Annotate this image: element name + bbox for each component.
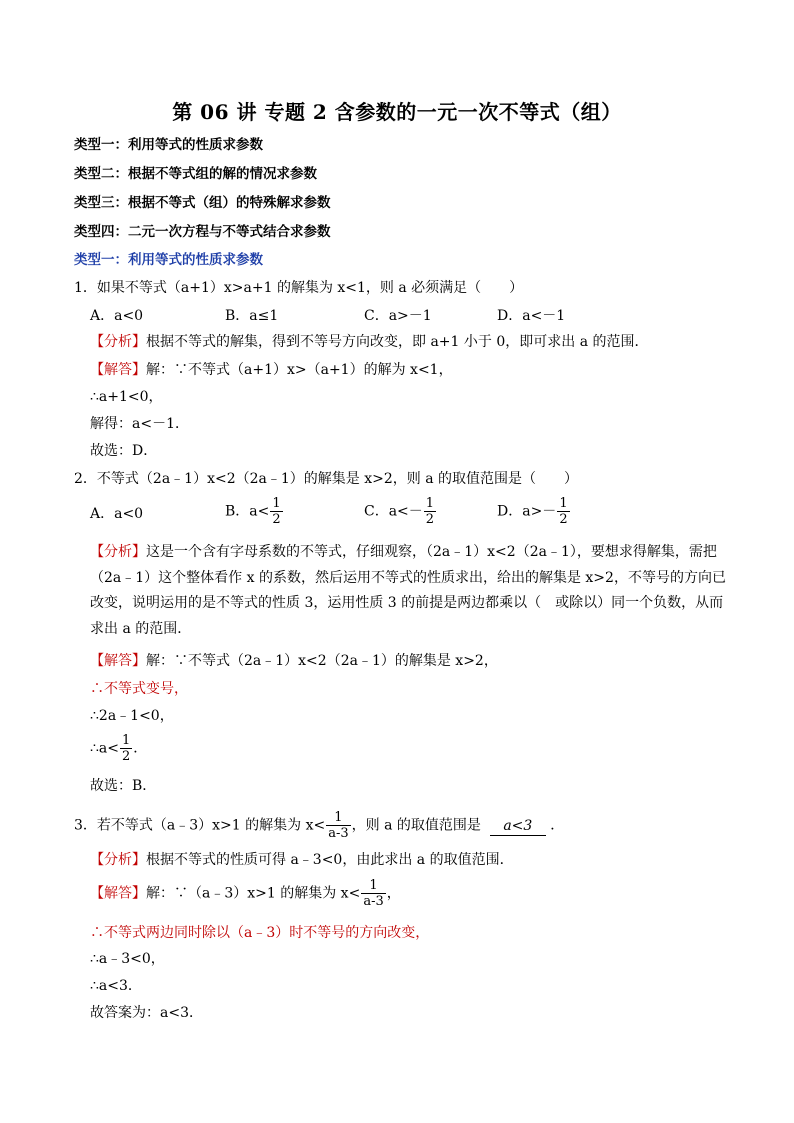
q1-option-d: D．a<－1: [497, 308, 566, 324]
q2-step-2: ∴2a﹣1<0，: [90, 708, 174, 724]
q3-stem-fraction: [326, 810, 350, 841]
q3-analysis: [90, 851, 514, 869]
q3-answer-blank: a<3: [490, 817, 546, 836]
fraction-denominator: 2: [559, 512, 568, 527]
analysis-tag: 【分析】: [90, 544, 146, 560]
q3-analysis-text: 根据不等式的性质可得 a﹣3<0，由此求出 a 的取值范围．: [146, 852, 514, 868]
q3-stem-start: 3．若不等式（a﹣3）x>1 的解集为 x<: [74, 817, 326, 834]
q2-option-a: A．a<0: [90, 506, 144, 522]
q1-option-c: C．a>－1: [364, 308, 432, 324]
q3-stem-end: ．: [550, 817, 565, 834]
type-3-heading: 类型三：根据不等式（组）的特殊解求参数: [74, 195, 331, 211]
q1-stem: 1．如果不等式（a+1）x>a+1 的解集为 x<1，则 a 必须满足（ ）: [74, 280, 524, 296]
fraction-denominator: 2: [272, 512, 281, 527]
q2-answer: [90, 652, 498, 670]
q2-option-c-label: C．a<－: [364, 503, 423, 520]
q2-option-c: [364, 496, 437, 527]
q1-answer-text: 解：∵不等式（a+1）x>（a+1）的解为 x<1，: [146, 362, 453, 378]
fraction-numerator: 1: [425, 496, 435, 511]
q3-step-1: ∴不等式两边同时除以（a﹣3）时不等号的方向改变，: [90, 925, 430, 941]
q2-stem: 2．不等式（2a﹣1）x<2（2a﹣1）的解集是 x>2，则 a 的取值范围是（ ）: [74, 471, 578, 487]
q1-option-b: B．a≤1: [225, 308, 279, 324]
analysis-tag: 【分析】: [90, 334, 146, 350]
q2-option-c-fraction: [424, 496, 436, 527]
q1-step-2: 解得：a<－1．: [90, 416, 189, 432]
q1-analysis: [90, 333, 649, 351]
answer-tag: 【解答】: [90, 653, 146, 669]
page-title: 第 06 讲 专题 2 含参数的一元一次不等式（组）: [172, 100, 622, 124]
fraction-numerator: 1: [369, 878, 378, 893]
fraction-denominator: a-3: [328, 826, 349, 841]
answer-tag: 【解答】: [90, 362, 146, 378]
q3-stem-middle: ，则 a 的取值范围是: [351, 817, 481, 834]
q2-option-b-label: B．a<: [225, 503, 270, 520]
q3-answer-text: 解：∵（a﹣3）x>1 的解集为 x<: [146, 885, 361, 902]
type-2-heading: 类型二：根据不等式组的解的情况求参数: [74, 166, 317, 182]
fraction-numerator: 1: [272, 496, 281, 511]
q2-step-3-label: ∴a<: [90, 740, 119, 757]
q1-step-1: ∴a+1<0，: [90, 389, 163, 405]
q1-choice: 故选：D．: [90, 443, 158, 459]
fraction-denominator: a-3: [363, 894, 384, 909]
fraction-denominator: 2: [425, 512, 435, 527]
q3-step-2: ∴a﹣3<0，: [90, 951, 165, 967]
q2-answer-text: 解：∵不等式（2a﹣1）x<2（2a﹣1）的解集是 x>2，: [146, 653, 498, 669]
q2-option-d-fraction: [557, 496, 569, 527]
q3-answer-fraction: [361, 878, 385, 909]
q2-analysis: [90, 540, 730, 642]
answer-tag: 【解答】: [90, 885, 146, 902]
analysis-tag: 【分析】: [90, 852, 146, 868]
fraction-denominator: 2: [121, 749, 131, 764]
q3-answer: [90, 878, 401, 909]
fraction-numerator: 1: [121, 733, 131, 748]
q2-choice: 故选：B．: [90, 778, 157, 794]
q2-step-3: [90, 733, 147, 764]
q1-answer: [90, 361, 453, 379]
q2-step-3-fraction: [120, 733, 132, 764]
q3-final-answer: 故答案为：a<3．: [90, 1005, 203, 1021]
type-4-heading: 类型四：二元一次方程与不等式结合求参数: [74, 224, 331, 240]
q2-option-d-label: D．a>－: [497, 503, 557, 520]
q2-step-3-end: ．: [133, 740, 148, 757]
fraction-numerator: 1: [559, 496, 568, 511]
q1-option-a: A．a<0: [90, 308, 144, 324]
q2-step-1: ∴不等式变号，: [90, 681, 188, 697]
section-heading: 类型一：利用等式的性质求参数: [74, 252, 263, 268]
type-1-heading: 类型一：利用等式的性质求参数: [74, 137, 263, 153]
q3-answer-end: ，: [386, 885, 401, 902]
q2-analysis-text: 这是一个含有字母系数的不等式，仔细观察，（2a﹣1）x<2（2a﹣1），要想求得解集，需把（2a﹣1）这个整体看作 x 的系数，然后运用不等式的性质求出，给出的解集是 x>2，不等号的方向已改变，说明运用的是不等式的性质 3，运用性质 3 的前提是两边都乘以（ 或除以）同一个负数，从而求出 a 的范围．: [90, 544, 726, 637]
q2-option-b-fraction: [270, 496, 282, 527]
q2-option-b: [225, 496, 284, 527]
q2-option-d: [497, 496, 571, 527]
fraction-numerator: 1: [334, 810, 343, 825]
q1-analysis-text: 根据不等式的解集，得到不等号方向改变，即 a+1 小于 0，即可求出 a 的范围．: [146, 334, 649, 350]
q3-step-3: ∴a<3．: [90, 978, 142, 994]
q3-stem: [74, 810, 564, 841]
